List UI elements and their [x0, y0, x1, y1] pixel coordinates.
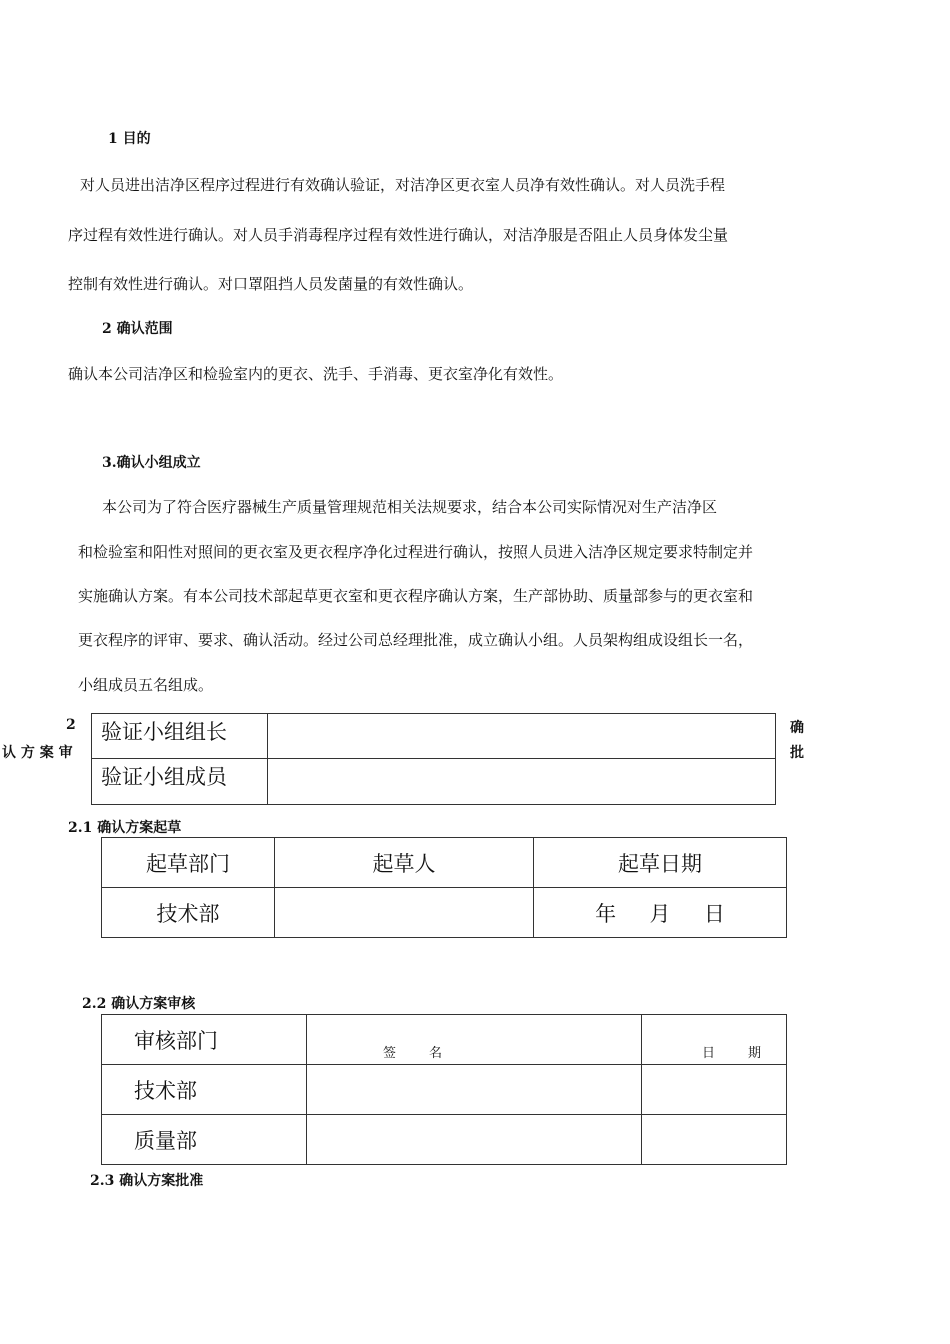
- review-header-date: 日 期: [642, 1015, 787, 1065]
- review-table: [101, 1014, 787, 1165]
- section-1-line-2: 序过程有效性进行确认。对人员手消毒程序过程有效性进行确认，对洁净服是否阻止人员身体发尘量: [68, 226, 729, 244]
- side-left-text: 认 方 案 审: [2, 745, 73, 761]
- review-row-tech-date: [642, 1065, 787, 1115]
- draft-person-value: [275, 888, 534, 938]
- section-1-line-3: 控制有效性进行确认。对口罩阻挡人员发菌量的有效性确认。: [68, 275, 474, 293]
- draft-header-person: 起草人: [275, 838, 534, 888]
- section-3-line-4: 更衣程序的评审、要求、确认活动。经过公司总经理批准，成立确认小组。人员架构组成设组长一名，: [78, 631, 754, 649]
- draft-heading: 2.1 确认方案起草: [68, 820, 182, 836]
- side-right-top: 确: [790, 720, 804, 736]
- team-leader-label: 验证小组组长: [92, 714, 268, 759]
- team-table: [91, 713, 776, 805]
- section-3-line-3: 实施确认方案。有本公司技术部起草更衣室和更衣程序确认方案，生产部协助、质量部参与的更衣室和: [78, 587, 754, 605]
- review-row-quality-dept: 质量部: [102, 1115, 307, 1165]
- section-2-line: 确认本公司洁净区和检验室内的更衣、洗手、手消毒、更衣室净化有效性。: [68, 365, 564, 383]
- draft-table: [101, 837, 787, 938]
- review-header-dept: 审核部门: [102, 1015, 307, 1065]
- team-leader-value: [268, 714, 776, 759]
- draft-header-dept: 起草部门: [102, 838, 275, 888]
- review-row-quality-sign: [307, 1115, 642, 1165]
- section-2-heading: 2 确认范围: [102, 321, 173, 337]
- draft-date-value: 年 月 日: [534, 888, 787, 938]
- section-3-heading: 3.确认小组成立: [102, 455, 201, 471]
- team-member-label: 验证小组成员: [92, 759, 268, 805]
- review-row-tech-sign: [307, 1065, 642, 1115]
- side-right-bottom: 批: [790, 745, 804, 761]
- draft-header-date: 起草日期: [534, 838, 787, 888]
- review-row-quality-date: [642, 1115, 787, 1165]
- section-3-line-2: 和检验室和阳性对照间的更衣室及更衣程序净化过程进行确认，按照人员进入洁净区规定要求特制定并: [78, 543, 754, 561]
- approve-heading: 2.3 确认方案批准: [90, 1173, 204, 1189]
- team-member-value: [268, 759, 776, 805]
- section-1-heading: 1 目的: [108, 131, 151, 147]
- review-header-sign: 签 名: [307, 1015, 642, 1065]
- review-row-tech-dept: 技术部: [102, 1065, 307, 1115]
- section-3-line-5: 小组成员五名组成。: [78, 676, 214, 694]
- side-left-number: 2: [66, 717, 76, 733]
- section-1-line-1: 对人员进出洁净区程序过程进行有效确认验证，对洁净区更衣室人员净有效性确认。对人员洗手程: [80, 176, 726, 194]
- draft-dept-value: 技术部: [102, 888, 275, 938]
- review-heading: 2.2 确认方案审核: [82, 996, 196, 1012]
- section-3-line-1: 本公司为了符合医疗器械生产质量管理规范相关法规要求，结合本公司实际情况对生产洁净区: [102, 498, 718, 516]
